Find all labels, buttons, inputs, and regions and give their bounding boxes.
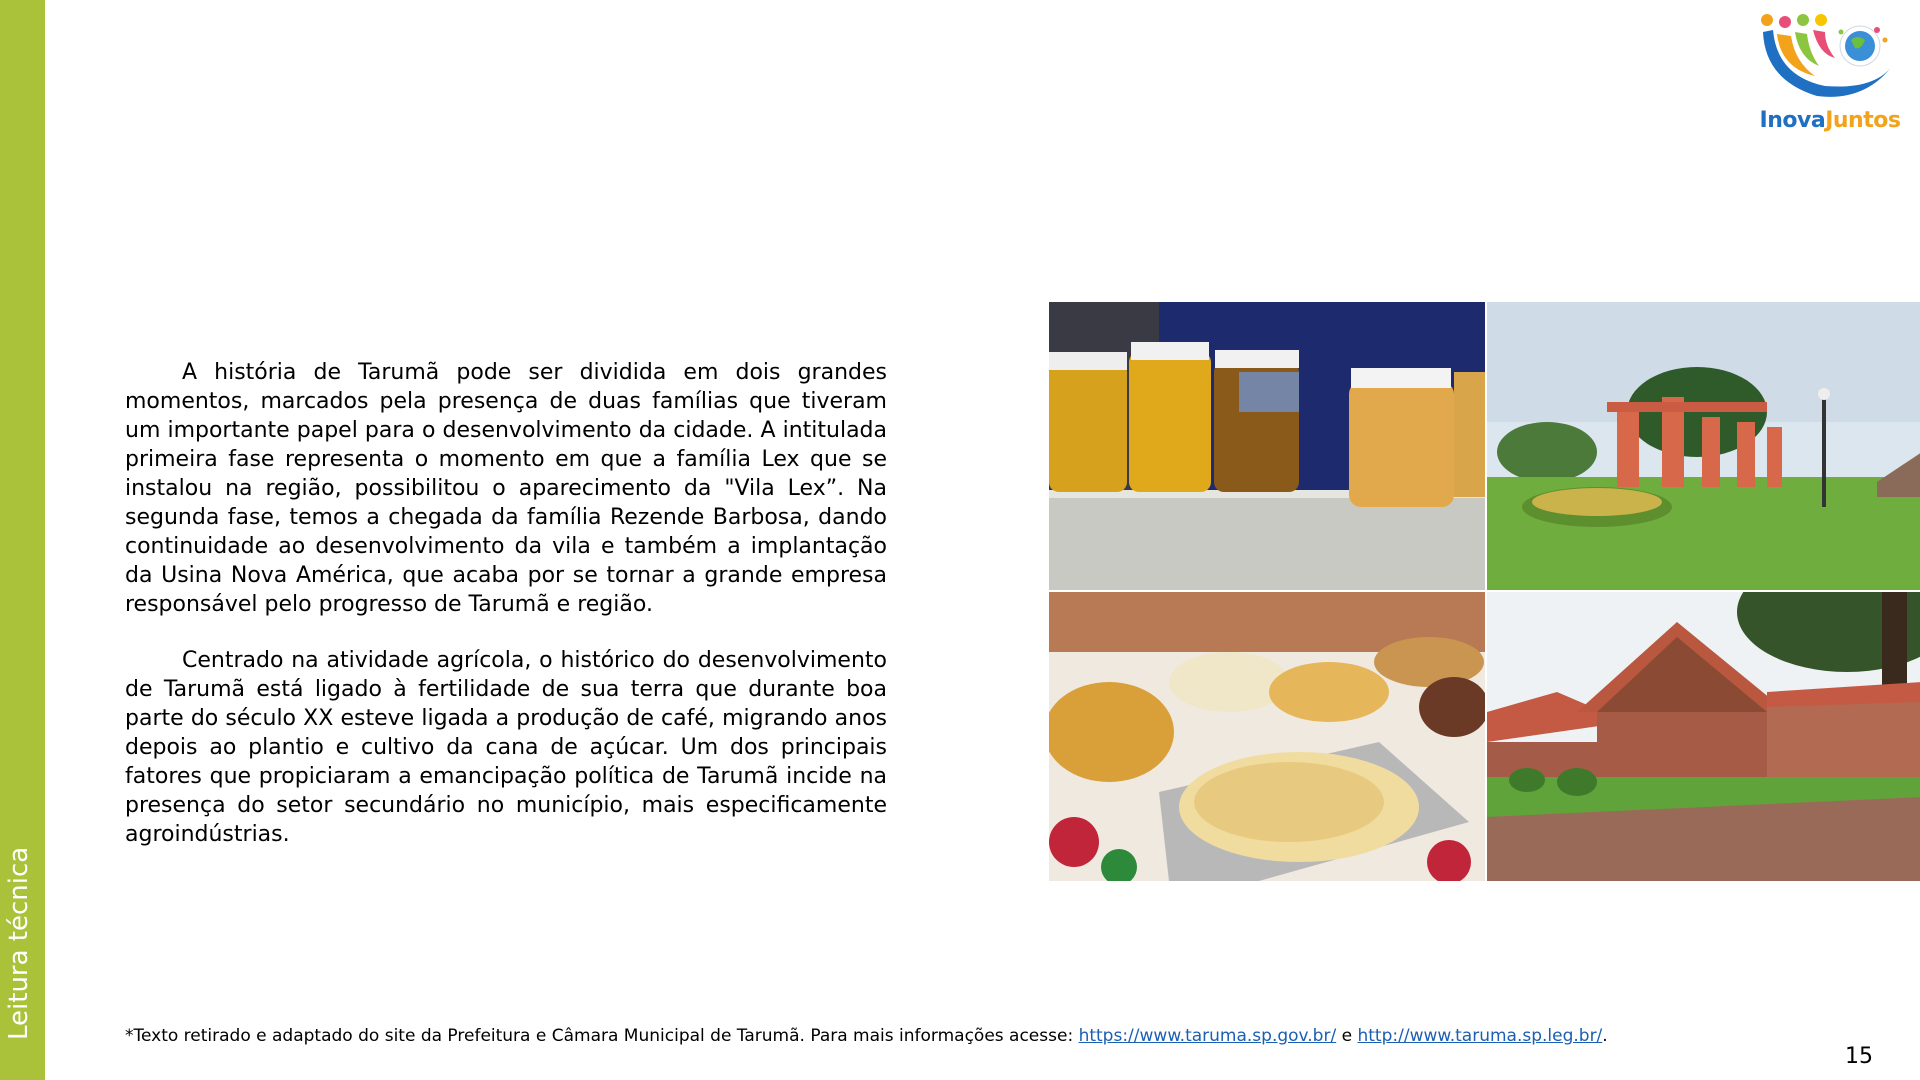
park-monument-photo bbox=[1487, 302, 1920, 590]
inovajuntos-logo bbox=[1755, 10, 1905, 140]
building-photo bbox=[1487, 592, 1920, 881]
footnote-conjunction: e bbox=[1336, 1026, 1358, 1046]
main-text bbox=[125, 358, 887, 876]
sidebar-strip bbox=[0, 0, 45, 1080]
footnote-end: . bbox=[1602, 1026, 1608, 1046]
sidebar-label: Leitura técnica bbox=[4, 846, 34, 1040]
paragraph: A história de Tarumã pode ser dividida em dois grandes momentos, marcados pela presença de duas famílias que tiveram um importante papel para o desenvolvimento da cidade. A intitulada primeira fase representa o momento em que a família Lex que se instalou na região, possibilitou o aparecimento da "Vila Lex”. Na segunda fase, temos a chegada da família Rezende Barbosa, dando continuidade ao desenvolvimento da vila e também a implantação da Usina Nova América, que acaba por se tornar a grande empresa responsável pelo progresso de Tarumã e região. bbox=[125, 360, 887, 617]
preserves-jars-photo bbox=[1049, 302, 1485, 590]
footnote-text: *Texto retirado e adaptado do site da Prefeitura e Câmara Municipal de Tarumã. Para mais informações acesse: bbox=[125, 1026, 1079, 1046]
page-number: 15 bbox=[1845, 1044, 1873, 1069]
paragraph: Centrado na atividade agrícola, o histórico do desenvolvimento de Tarumã está ligado à fertilidade de sua terra que durante boa parte do século XX esteve ligada a produção de café, migrando anos depois ao plantio e cultivo da cana de açúcar. Um dos principais fatores que propiciaram a emancipação política de Tarumã incide na presença do setor secundário no município, mais especificamente agroindústrias. bbox=[125, 648, 887, 847]
logo-emblem-icon bbox=[1755, 10, 1905, 110]
logo-wordmark: InovaJuntos bbox=[1759, 108, 1901, 133]
food-table-photo bbox=[1049, 592, 1485, 881]
photo-grid bbox=[1049, 302, 1920, 879]
camara-link[interactable]: http://www.taruma.sp.leg.br/ bbox=[1357, 1026, 1603, 1046]
footnote bbox=[125, 1026, 1608, 1046]
prefeitura-link[interactable]: https://www.taruma.sp.gov.br/ bbox=[1078, 1026, 1337, 1046]
